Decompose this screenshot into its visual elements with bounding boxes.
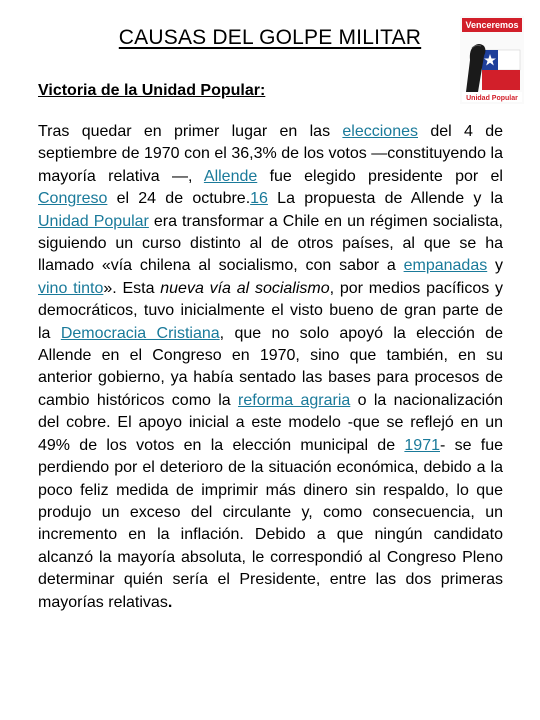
inline-link[interactable]: Allende [203,167,258,185]
inline-link[interactable]: reforma agraria [238,391,351,409]
body-paragraph [38,121,503,614]
text-segment: y [487,257,504,275]
inline-link[interactable]: empanadas [403,257,488,275]
inline-link[interactable]: 16 [250,190,268,208]
text-segment: o la nacionalización del cobre. El apoyo inicial a este modelo -que se reflejó en un 49% de los votos en la elección municipal de [38,391,504,454]
inline-link[interactable]: Unidad Popular [38,212,149,230]
text-segment: , que no solo apoyó la elección de Allende en el Congreso en 1970, sino que también, en su anterior gobierno, ya había sentado las bases para procesos de cambio históricos como la [38,324,504,409]
page-title: CAUSAS DEL GOLPE MILITAR [118,26,422,49]
text-segment: era transformar a Chile en un régimen socialista, siguiendo un curso distinto al de otros países, al que se ha llamado «vía chilena al socialismo, con sabor a [38,212,503,275]
text-segment: La propuesta de Allende y la [267,190,503,208]
inline-link[interactable]: vino tinto [38,279,104,297]
emphasized-text: nueva vía al socialismo [160,279,330,297]
text-segment: ». Esta [103,279,161,297]
inline-link[interactable]: elecciones [342,123,418,140]
text-segment: , por medios pacíficos y democráticos, tuvo inicialmente el visto bueno de gran parte de la [38,279,503,342]
text-segment: - se fue perdiendo por el deterioro de la situación económica, debido a la poco feliz medida de imprimir más dinero sin respaldo, lo que produjo un exceso del circulante y, como consecuencia, un incremento en la inflación. Debido a que ningún candidato alcanzó la mayoría absoluta, le correspondió al Congreso Pleno determinar quién sería el Presidente, entre las dos primeras mayorías relativas [38,436,504,611]
section-subtitle: Victoria de la Unidad Popular: [38,82,266,99]
unidad-popular-poster-image [460,16,524,104]
text-segment: el 24 de octubre. [107,190,251,208]
bold-text: . [167,593,173,611]
poster-flag-red [482,70,520,90]
inline-link[interactable]: Congreso [38,190,108,208]
poster-top-text: Venceremos [465,20,519,30]
poster-illustration [460,16,524,104]
text-segment: Tras quedar en primer lugar en las [38,123,343,140]
inline-link[interactable]: 1971 [404,436,440,454]
inline-link[interactable]: Democracia Cristiana [60,324,220,342]
text-segment: fue elegido presidente por el [257,167,503,185]
text-segment: del 4 de septiembre de 1970 con el 36,3% de los votos —constituyendo la mayoría relativa —, [38,123,503,185]
poster-bottom-text: Unidad Popular [466,95,518,102]
